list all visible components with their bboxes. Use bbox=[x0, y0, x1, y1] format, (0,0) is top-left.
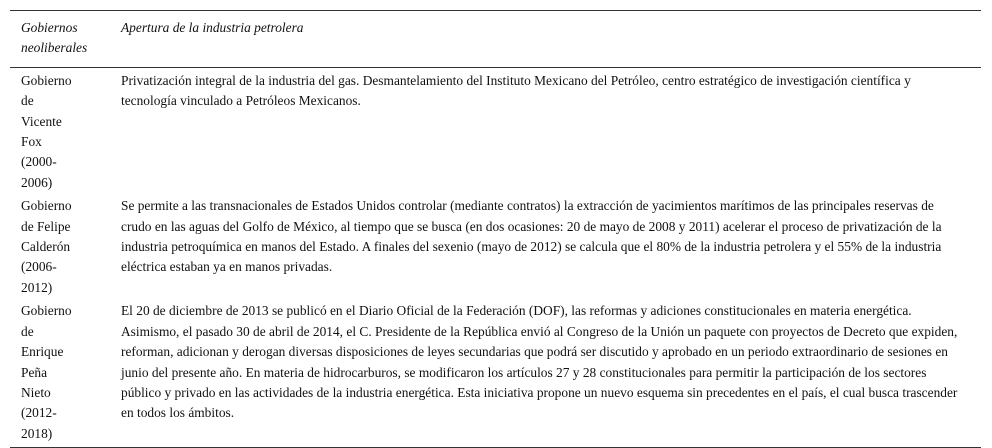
header-governments-line: neoliberales bbox=[21, 40, 88, 56]
government-line: 2018) bbox=[21, 425, 53, 441]
government-line: 2012) bbox=[21, 279, 53, 295]
table-body bbox=[10, 67, 981, 447]
government-line: Enrique bbox=[21, 344, 64, 360]
government-line: Gobierno bbox=[21, 303, 72, 319]
table-header bbox=[10, 11, 981, 68]
header-row bbox=[10, 11, 981, 68]
government-line: Gobierno bbox=[21, 198, 72, 214]
government-cell bbox=[10, 193, 110, 298]
table-row bbox=[10, 298, 981, 447]
neoliberal-governments-table-container bbox=[10, 10, 981, 448]
government-line: Gobierno bbox=[21, 72, 72, 88]
description-cell: El 20 de diciembre de 2013 se publicó en el Diario Oficial de la Federación (DOF), las reformas y adiciones constitucionales en materia energética. Asimismo, el pasado 30 de abril de 2014, el C. Presidente de la República envió al Congreso de la Unión un paquete con proyectos de Decreto que expiden, reforman, adicionan y derogan diversas disposiciones de leyes secundarias que podrá ser discutido y aprobado en un periodo extraordinario de sesiones en junio del presente año. En materia de hidrocarburos, se modificaron los artículos 27 y 28 constitucionales para permitir la participación de los sectores público y privado en las actividades de la industria energética. Esta iniciativa propone un nuevo esquema sin precedentes en el país, el cual busca trascender en todos los ámbitos. bbox=[121, 303, 958, 421]
government-cell bbox=[10, 67, 110, 193]
header-governments bbox=[10, 11, 110, 68]
government-line: de bbox=[21, 323, 34, 339]
government-line: de bbox=[21, 93, 34, 109]
table-row bbox=[10, 67, 981, 193]
header-oil-industry-opening: Apertura de la industria petrolera bbox=[121, 20, 304, 35]
header-governments-line: Gobiernos bbox=[21, 20, 78, 35]
government-line: Nieto bbox=[21, 384, 51, 400]
government-line: (2012- bbox=[21, 405, 57, 421]
table-row bbox=[10, 193, 981, 298]
description-cell: Se permite a las transnacionales de Estados Unidos controlar (mediante contratos) la extracción de yacimientos marítimos de las principales reservas de crudo en las aguas del Golfo de México, al tiempo que se busca (en dos ocasiones: 20 de mayo de 2008 y 2011) acelerar el proceso de privatización de la industria petroquímica en manos del Estado. A finales del sexenio (mayo de 2012) se calcula que el 80% de la industria petrolera y el 55% de la industria eléctrica estaban ya en manos privadas. bbox=[121, 198, 942, 275]
government-line: Vicente bbox=[21, 113, 62, 129]
government-cell bbox=[10, 298, 110, 447]
government-line: (2000- bbox=[21, 154, 57, 170]
government-line: (2006- bbox=[21, 259, 57, 275]
government-line: Peña bbox=[21, 364, 48, 380]
neoliberal-governments-table bbox=[10, 10, 981, 448]
government-line: Calderón bbox=[21, 239, 71, 255]
government-line: 2006) bbox=[21, 174, 53, 190]
government-line: de Felipe bbox=[21, 218, 71, 234]
description-cell: Privatización integral de la industria del gas. Desmantelamiento del Instituto Mexicano del Petróleo, centro estratégico de investigación científica y tecnología vinculado a Petróleos Mexicanos. bbox=[121, 72, 911, 109]
government-line: Fox bbox=[21, 134, 42, 150]
